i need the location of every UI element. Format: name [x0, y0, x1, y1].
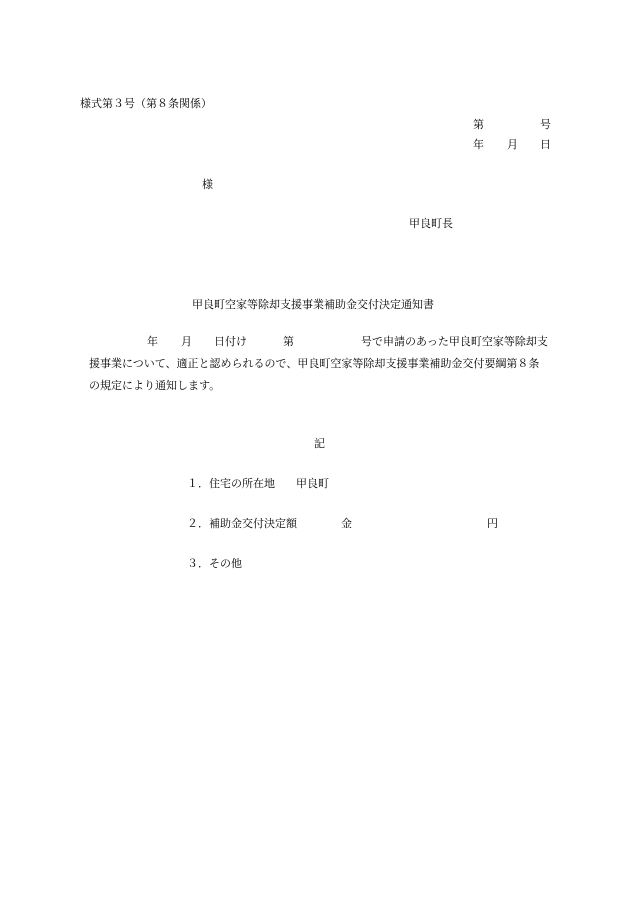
number-go: 号: [540, 118, 551, 131]
ki-heading: 記: [314, 437, 325, 450]
form-label: 様式第３号（第８条関係）: [80, 97, 212, 110]
item2-yen: 円: [487, 517, 498, 530]
document-title: 甲良町空家等除却支援事業補助金交付決定通知書: [192, 298, 434, 311]
body-line3: の規定により通知します。: [89, 379, 221, 392]
number-dai: 第: [473, 118, 484, 131]
date-year: 年: [473, 138, 484, 151]
date-day: 日: [540, 138, 551, 151]
item2-kin: 金: [341, 517, 352, 530]
body-line1-rest: 号で申請のあった甲良町空家等除却支: [361, 335, 548, 348]
body-month: 月: [181, 335, 192, 348]
addressee-suffix: 様: [202, 178, 213, 191]
body-line2: 援事業について、適正と認められるので、甲良町空家等除却支援事業補助金交付要綱第８条: [89, 357, 540, 370]
body-dai: 第: [283, 335, 294, 348]
item1-label: １．住宅の所在地: [187, 477, 275, 490]
item3-label: ３．その他: [187, 557, 242, 570]
sender-name: 甲良町長: [409, 217, 453, 230]
body-dated: 日付け: [214, 335, 247, 348]
body-year: 年: [147, 335, 158, 348]
item1-value: 甲良町: [296, 477, 329, 490]
item2-label: ２．補助金交付決定額: [187, 517, 297, 530]
date-month: 月: [507, 138, 518, 151]
